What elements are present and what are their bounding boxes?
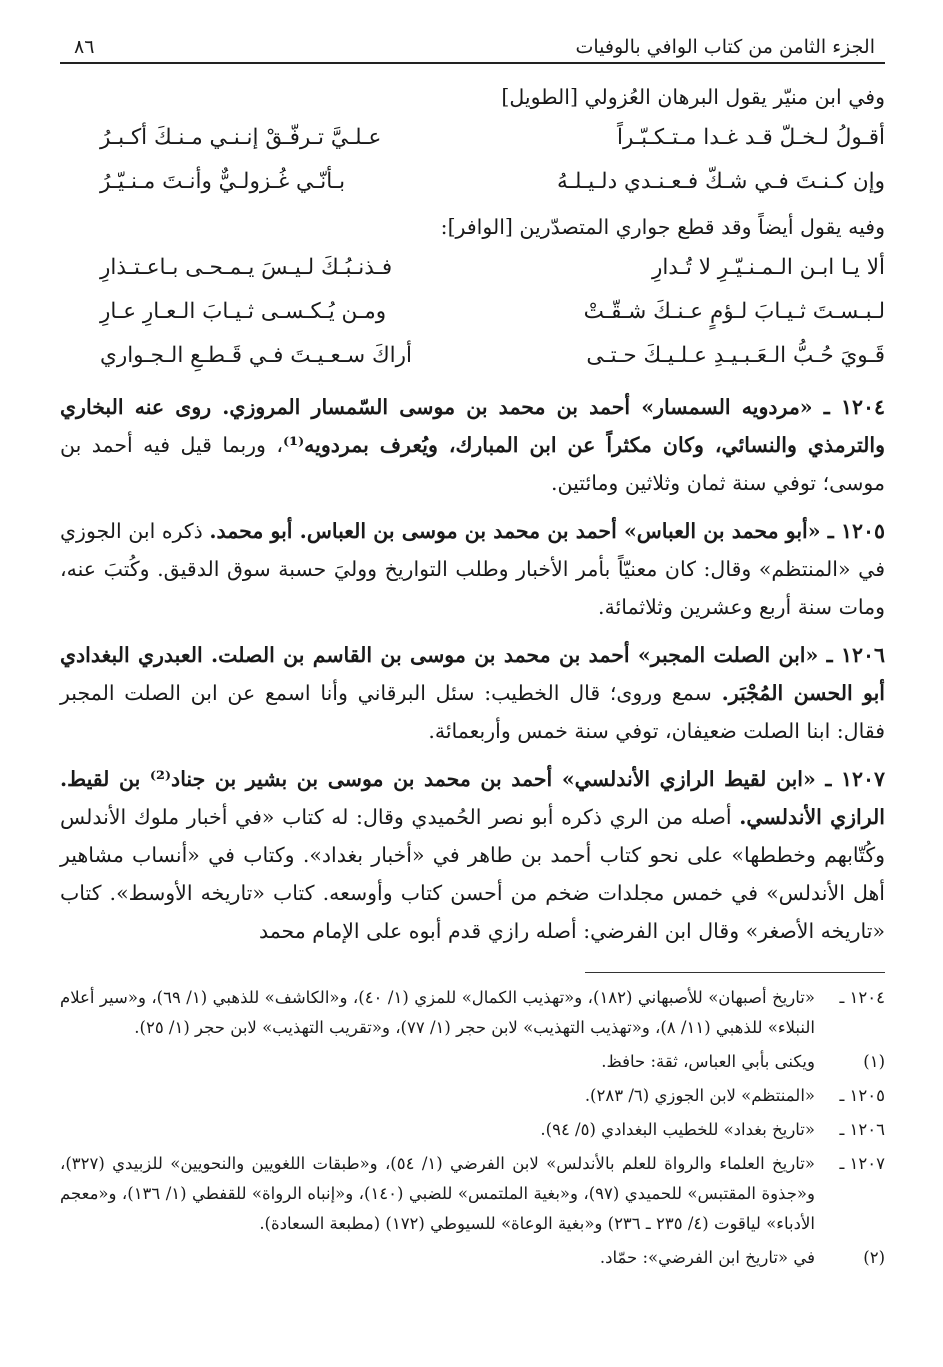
verse-first-hemistich: ألا يـا ابـن الـمـنـيّـرِ لا تُـدارِ: [651, 255, 885, 280]
verse-line: [60, 160, 885, 204]
footnote-text: «تاريخ أصبهان» للأصبهاني (١٨٢)، و«تهذيب الكمال» للمزي (١/ ٤٠)، و«الكاشف» للذهبي (١/ ٦٩)، و«سير أعلام النبلاء» للذهبي (١١/ ٨)، و«تهذيب التهذيب» لابن حجر (١/ ٧٧)، و«تقريب التهذيب» لابن حجر (١/ ٢٥).: [60, 988, 815, 1037]
verse-second-hemistich: ومـن يُـكـسـى ثـيـابَ الـعـارِ عـارِ: [100, 299, 387, 324]
running-title: الجزء الثامن من كتاب الوافي بالوفيات: [575, 36, 875, 58]
header-rule: [60, 62, 885, 64]
entry-1205: [60, 512, 885, 626]
verse-first-hemistich: أقـولُ لـخـلّ قـد غـدا مـتـكـبّـراً: [617, 125, 885, 150]
footnote-number: ١٢٠٧ ـ: [839, 1154, 885, 1173]
footnote-number: (١): [863, 1052, 885, 1071]
footnote: [60, 1115, 885, 1145]
footnote: [60, 1149, 885, 1239]
verse-first-hemistich: قَـويَ حُـبُّ الـعَـبـيـدِ عـلـيـكَ حـتـى: [586, 343, 885, 368]
entry-body: سمع وروى؛ قال الخطيب: سئل البرقاني وأنا اسمع عن ابن الصلت المجبر فقال: ابنا الصلت ضعيفان، توفي سنة خمس وأربعمائة.: [60, 681, 885, 743]
verse-second-hemistich: أراكَ سـعـيـتَ فـي قَـطـعِ الـجـواري: [100, 343, 413, 368]
entry-body: ، وربما قيل فيه أحمد بن موسى؛ توفي سنة ثمان وثلاثين ومائتين.: [60, 433, 885, 495]
footnote-number: ١٢٠٤ ـ: [839, 988, 885, 1007]
entry-1204: [60, 388, 885, 502]
entry-heading: ١٢٠٧ ـ «ابن لقيط الرازي الأندلسي» أحمد بن محمد بن موسى بن بشير بن جناد⁽²⁾ بن لقيط. الرازي الأندلسي.: [60, 767, 885, 829]
entry-1206: [60, 636, 885, 750]
footnote: [60, 1243, 885, 1273]
footnote-number: (٢): [863, 1248, 885, 1267]
poem-1: [60, 116, 885, 204]
poem-intro-1: وفي ابن منيّر يقول البرهان العُزولي [الطويل]: [501, 85, 885, 109]
entry-1207: [60, 760, 885, 950]
verse-line: [60, 334, 885, 378]
verse-second-hemistich: عـلـيَّ تـرفّـقْ إنـنـي مـنـكَ أكـبـرُ: [100, 125, 382, 150]
footnote: [60, 983, 885, 1043]
verse-second-hemistich: بـأنّـي غُـزولـيٌّ وأنـتَ مـنـيّـرُ: [100, 169, 346, 194]
footnote-text: «تاريخ بغداد» للخطيب البغدادي (٥/ ٩٤).: [540, 1120, 815, 1139]
footnote-rule: [585, 972, 885, 973]
footnote-text: في «تاريخ ابن الفرضي»: حمّاد.: [599, 1248, 815, 1267]
page-header: [60, 36, 885, 62]
footnote-text: «المنتظم» لابن الجوزي (٦/ ٢٨٣).: [584, 1086, 815, 1105]
verse-line: [60, 290, 885, 334]
footnote-number: ١٢٠٥ ـ: [839, 1086, 885, 1105]
verse-second-hemistich: فـذنـبُـكَ لـيـسَ يـمـحـى بـاعـتـذارِ: [100, 255, 393, 280]
entry-body: ذكره ابن الجوزي في «المنتظم» وقال: كان معنيّاً بأمر الأخبار وطلب التواريخ ووليَ حسبة سوق الدقيق. وكُتبَ عنه، ومات سنة أربع وعشرين وثلاثمائة.: [60, 519, 885, 619]
entry-heading: ١٢٠٦ ـ «ابن الصلت المجبر» أحمد بن محمد بن موسى بن القاسم بن الصلت. العبدري البغدادي أبو الحسن المُجْبَر.: [60, 643, 885, 705]
verse-first-hemistich: وإن كـنـتَ فـي شـكّ فـعـنـدي دلـيـلـهُ: [557, 169, 885, 194]
entry-heading: ١٢٠٤ ـ «مردويه السمسار» أحمد بن محمد بن موسى السّمسار المروزي. روى عنه البخاري والترمذي والنسائي، وكان مكثراً عن ابن المبارك، ويُعرف بمردويه⁽¹⁾: [60, 395, 885, 457]
verse-first-hemistich: لـبـسـتَ ثـيـابَ لـؤمٍ عـنـكَ شـقّـتْ: [583, 299, 885, 324]
footnote: [60, 1047, 885, 1077]
verse-line: [60, 116, 885, 160]
entry-heading: ١٢٠٥ ـ «أبو محمد بن العباس» أحمد بن محمد بن موسى بن العباس. أبو محمد.: [209, 519, 885, 543]
footnote-text: «تاريخ العلماء والرواة للعلم بالأندلس» لابن الفرضي (١/ ٥٤)، و«طبقات اللغويين والنحويين» للزبيدي (٣٢٧)، و«جذوة المقتبس» للحميدي (٩٧)، و«بغية الملتمس» للضبي (١٤٠)، و«إنباه الرواة» للقفطي (١/ ١٣٦)، و«معجم الأدباء» لياقوت (٤/ ٢٣٥ ـ ٢٣٦) و«بغية الوعاة» للسيوطي (١٧٢) (مطبعة السعادة).: [60, 1154, 815, 1233]
footnote-text: ويكنى بأبي العباس، ثقة: حافظ.: [601, 1052, 815, 1071]
footnotes: [60, 983, 885, 1273]
verse-line: [60, 246, 885, 290]
footnote: [60, 1081, 885, 1111]
page-number: ٨٦: [74, 36, 95, 58]
poem-intro-2: وفيه يقول أيضاً وقد قطع جواري المتصدّرين [الوافر]:: [440, 215, 885, 239]
poem-2: [60, 246, 885, 378]
entry-body: أصله من الري ذكره أبو نصر الحُميدي وقال: له كتاب «في أخبار ملوك الأندلس وكُتّابهم وخططها» على نحو كتاب أحمد بن طاهر في «أخبار بغداد». وكتاب في «أنساب مشاهير أهل الأندلس» في خمس مجلدات ضخم من أحسن كتاب وأوسعه. كتاب «تاريخه الأوسط». كتاب «تاريخه الأصغر» وقال ابن الفرضي: أصله رازي قدم أبوه على الإمام محمد: [60, 805, 885, 943]
footnote-number: ١٢٠٦ ـ: [839, 1120, 885, 1139]
